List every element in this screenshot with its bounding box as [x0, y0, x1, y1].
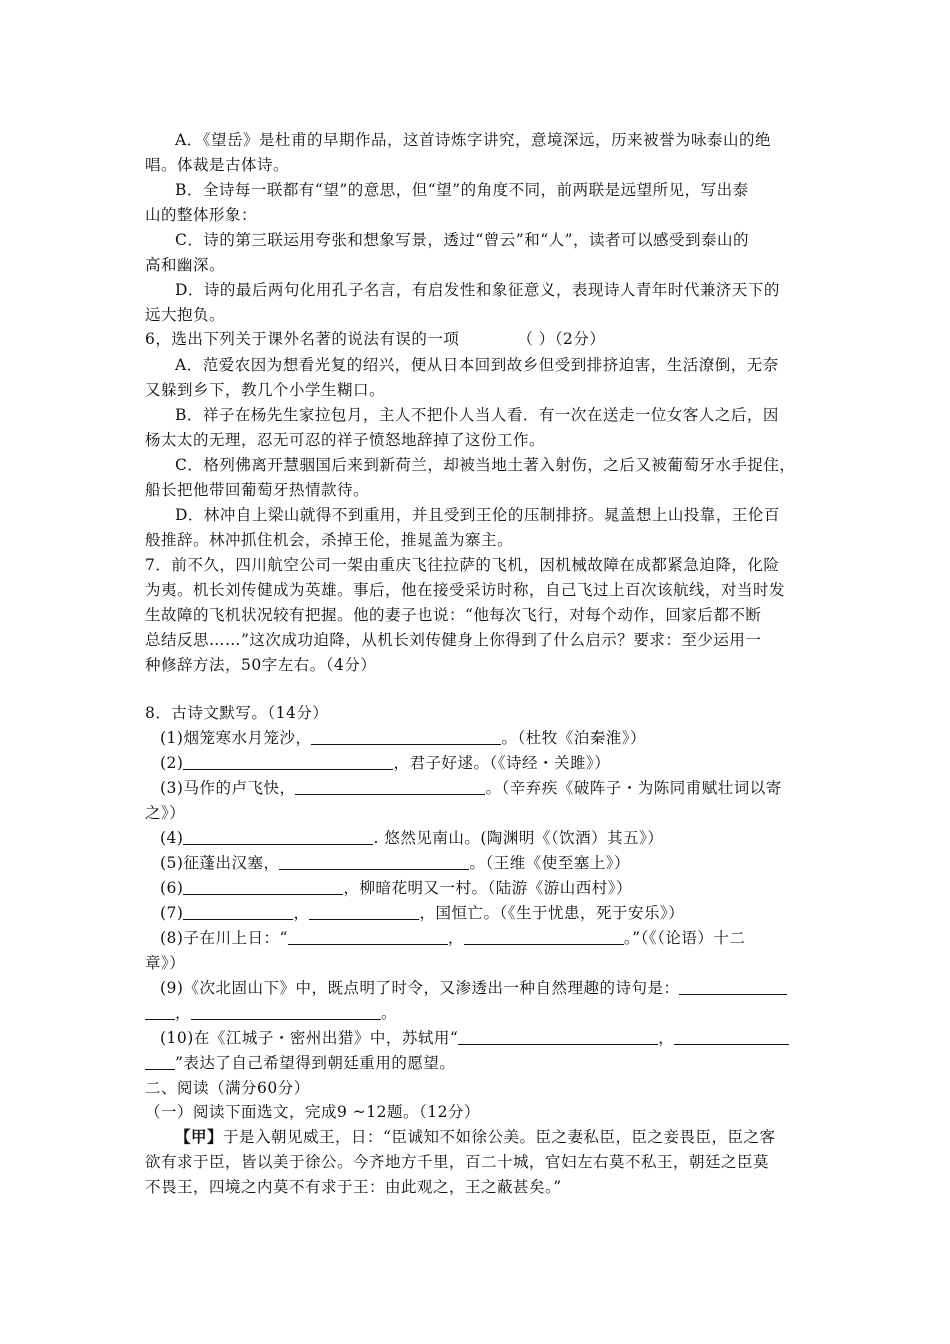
- q8-item-5-prompt: (5)征蓬出汉塞，: [160, 854, 280, 872]
- answer-blank[interactable]: [679, 979, 787, 996]
- q8-item-5: [160, 851, 630, 873]
- answer-blank[interactable]: [464, 929, 624, 946]
- q8-item-6-source: ，柳暗花明又一村。（陆游《游山西村》）: [343, 879, 632, 897]
- q8-item-9-comma: ，: [175, 1004, 192, 1022]
- q6-option-b-cont: 杨太太的无理，忍无可忍的祥子愤怒地辞掉了这份工作。: [145, 431, 546, 449]
- answer-blank[interactable]: [311, 729, 501, 746]
- q8-item-10-cont: [145, 1051, 455, 1073]
- q8-item-2-number: (2): [160, 754, 184, 772]
- passage-line-3: 不畏王，四境之内莫不有求于王：由此观之，王之蔽甚矣。”: [145, 1178, 562, 1196]
- q5-option-b-cont: 山的整体形象：: [145, 206, 258, 224]
- passage-text-1: 于是入朝见威王，日：“臣诚知不如徐公美。臣之妻私臣，臣之妾畏臣，臣之客: [223, 1128, 776, 1146]
- q6-stem: [145, 327, 605, 349]
- answer-blank[interactable]: [288, 929, 448, 946]
- q6-option-b: B．祥子在杨先生家拉包月，主人不把仆人当人看．有一次在送走一位女客人之后，因: [175, 406, 779, 424]
- q8-item-8: [160, 926, 745, 948]
- q8-item-10-prompt: (10)在《江城子・密州出猎》中，苏轼用“: [160, 1029, 459, 1047]
- q8-title: 8．古诗文默写。（14分）: [145, 704, 329, 722]
- q5-option-c: C．诗的第三联运用夸张和想象写景，透过“曾云”和“人”，读者可以感受到泰山的: [175, 231, 750, 249]
- q8-item-1-prompt: (1)烟笼寒水月笼沙，: [160, 729, 312, 747]
- answer-blank[interactable]: [295, 779, 485, 796]
- q8-item-4: [160, 826, 663, 848]
- q5-option-c-cont: 高和幽深。: [145, 256, 226, 274]
- q8-item-7-number: (7): [160, 904, 184, 922]
- section-2-title: 二、阅读（满分60分）: [145, 1079, 310, 1097]
- q8-item-3-cont: 之》）: [145, 804, 186, 822]
- q8-item-10-end: ”表达了自己希望得到朝廷重用的愿望。: [175, 1054, 456, 1072]
- q8-item-9: [160, 976, 787, 998]
- q8-item-6: [160, 876, 632, 898]
- answer-blank[interactable]: [145, 1004, 175, 1021]
- q6-option-a: A．范爱农因为想看光复的绍兴，便从日本回到故乡但受到排挤迫害，生活潦倒，无奈: [175, 356, 779, 374]
- q7-line-5: 种修辞方法，50字左右。（4分）: [145, 656, 377, 674]
- q8-item-10-comma: ，: [658, 1029, 675, 1047]
- q8-item-1-source: 。（杜牧《泊秦淮》）: [501, 729, 646, 747]
- q8-item-10: [160, 1026, 789, 1048]
- q6-option-c: C．格列佛离开慧骃国后来到新荷兰，却被当地土著入射伤，之后又被葡萄牙水手捉住，: [175, 456, 796, 474]
- answer-blank[interactable]: [183, 879, 343, 896]
- q8-item-8-cont: 章》）: [145, 954, 186, 972]
- q5-option-a: A．《望岳》是杜甫的早期作品，这首诗炼字讲究，意境深远，历来被誉为咏泰山的绝: [175, 131, 771, 149]
- q8-item-9-end: 。: [381, 1004, 398, 1022]
- q5-option-b: B．全诗每一联都有“望”的意思，但“望”的角度不同，前两联是远望所见，写出泰: [175, 181, 749, 199]
- q8-item-8-prompt: (8)子在川上日：“: [160, 929, 288, 947]
- q8-item-3-prompt: (3)马作的卢飞快，: [160, 779, 296, 797]
- answer-blank[interactable]: [279, 854, 469, 871]
- q6-option-d-cont: 般推辞。林冲抓住机会，杀掉王伦，推晁盖为寨主。: [145, 531, 514, 549]
- q8-item-4-number: (4): [160, 829, 184, 847]
- q5-option-d: D．诗的最后两句化用孔子名言，有启发性和象征意义，表现诗人青年时代兼济天下的: [175, 281, 780, 299]
- q8-item-9-prompt: (9)《次北固山下》中，既点明了时令，又渗透出一种自然理趣的诗句是：: [160, 979, 680, 997]
- q8-item-1: [160, 726, 646, 748]
- q8-item-8-source: 。”（《（论语）十二: [623, 929, 746, 947]
- q8-item-7-comma: ，: [293, 904, 310, 922]
- q7-line-3: 生故障的飞机状况较有把握。他的妻子也说：“他每次飞行，对每个动作，回家后都不断: [145, 606, 762, 624]
- answer-blank[interactable]: [309, 904, 419, 921]
- q8-item-7-source: ，国恒亡。（《生于忧患，死于安乐》）: [419, 904, 685, 922]
- passage-marker: 【甲】: [175, 1127, 224, 1146]
- answer-blank[interactable]: [183, 754, 393, 771]
- q6-option-d: D．林冲自上梁山就得不到重用，并且受到王伦的压制排挤。晁盖想上山投靠，王伦百: [175, 506, 780, 524]
- section-2-subtitle: （一）阅读下面选文，完成9 ~12题。（12分）: [145, 1103, 480, 1121]
- q6-answer-bracket: （ ）（2分）: [517, 330, 606, 348]
- answer-blank[interactable]: [183, 904, 293, 921]
- q7-line-2: 为夷。机长刘传健成为英雄。事后，他在接受采访时称，自己飞过上百次该航线，对当时发: [145, 581, 786, 599]
- q6-stem-text: 6，选出下列关于课外名著的说法有误的一项: [145, 330, 460, 348]
- q8-item-8-comma: ，: [447, 929, 464, 947]
- q8-item-9-cont: [145, 1001, 397, 1023]
- answer-blank[interactable]: [183, 829, 373, 846]
- q8-item-6-number: (6): [160, 879, 184, 897]
- q8-item-4-source: . 悠然见南山。(陶渊明《（饮酒）其五》）: [373, 829, 664, 847]
- answer-blank[interactable]: [191, 1004, 381, 1021]
- q8-item-3-source: 。（辛弃疾《破阵子・为陈同甫赋壮词以寄: [485, 779, 782, 797]
- q8-item-7: [160, 901, 684, 923]
- q5-option-a-cont: 唱。体裁是古体诗。: [145, 156, 290, 174]
- q6-option-c-cont: 船长把他带回葡萄牙热情款待。: [145, 481, 370, 499]
- q5-option-d-cont: 远大抱负。: [145, 306, 226, 324]
- q8-item-3: [160, 776, 782, 798]
- passage-line-2: 欲有求于臣，皆以美于徐公。今齐地方千里，百二十城，官妇左右莫不私王，朝廷之臣莫: [145, 1153, 770, 1171]
- q8-item-5-source: 。（王维《使至塞上》）: [469, 854, 630, 872]
- passage-line-1: [175, 1125, 775, 1147]
- answer-blank[interactable]: [458, 1029, 658, 1046]
- answer-blank[interactable]: [674, 1029, 789, 1046]
- answer-blank[interactable]: [145, 1054, 175, 1071]
- q7-line-4: 总结反思……”这次成功迫降，从机长刘传健身上你得到了什么启示？要求：至少运用一: [145, 631, 762, 649]
- q7-line-1: 7．前不久，四川航空公司一架由重庆飞往拉萨的飞机，因机械故障在成都紧急迫降，化险: [145, 556, 780, 574]
- q6-option-a-cont: 又躲到乡下，教几个小学生糊口。: [145, 381, 386, 399]
- q8-item-2: [160, 751, 610, 773]
- q8-item-2-source: ，君子好逑。（《诗经・关雎》）: [393, 754, 611, 772]
